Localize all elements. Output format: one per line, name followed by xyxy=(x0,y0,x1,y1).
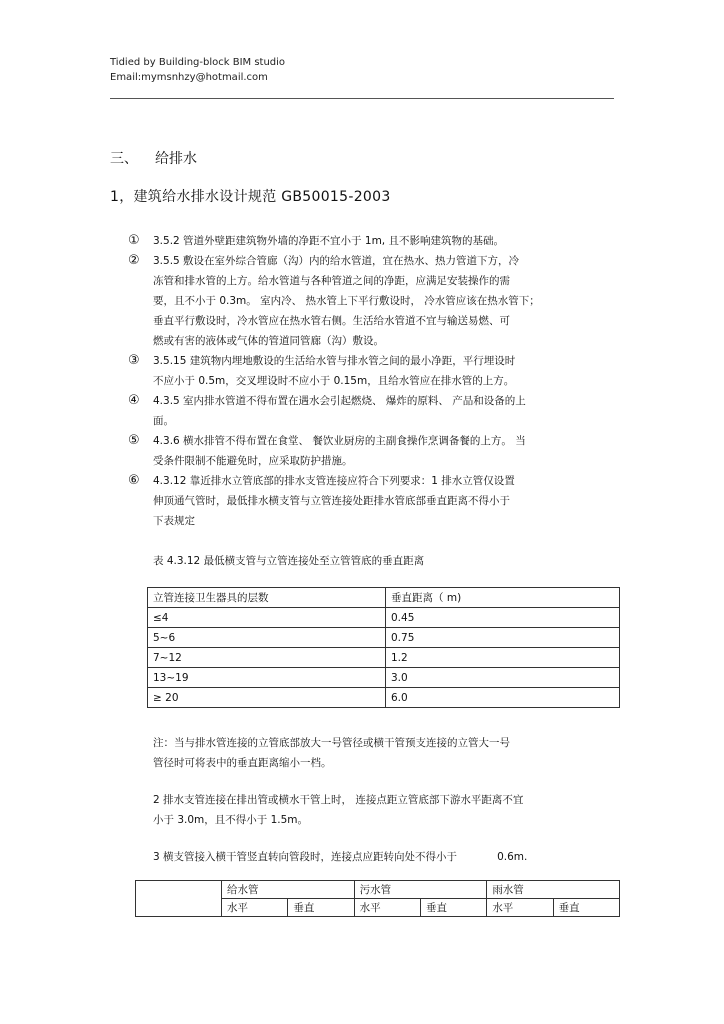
clause-text: 4.3.12 靠近排水立管底部的排水支管连接应符合下列要求：1 排水立管仅设置 伸顶通气管时，最低排水横支管与立管连接处距排水管底部垂直距离不得小于 下表规定 xyxy=(153,475,515,527)
table-caption: 表 4.3.12 最低横支管与立管连接处至立管管底的垂直距离 xyxy=(153,555,425,567)
header-line-1: Tidied by Building-block BIM studio xyxy=(110,57,286,68)
table-cell: 1.2 xyxy=(386,648,620,668)
section-number: 三、 xyxy=(110,151,138,167)
clause-item xyxy=(128,231,628,251)
table-subheader-cell: 垂直 xyxy=(553,899,619,917)
table-row xyxy=(148,628,620,648)
circled-number: ③ xyxy=(128,353,140,368)
table-subheader-cell: 水平 xyxy=(222,899,288,917)
section-heading xyxy=(110,148,197,168)
table-cell: 5~6 xyxy=(148,628,386,648)
table-cell: 13~19 xyxy=(148,668,386,688)
clause-text: 3.5.2 管道外壁距建筑物外墙的净距不宜小于 1m, 且不影响建筑物的基础。 xyxy=(153,235,504,247)
circled-number: ① xyxy=(128,233,140,248)
clause-item xyxy=(128,251,628,351)
table-subheader-cell: 水平 xyxy=(354,899,420,917)
clause-text: 4.3.5 室内排水管道不得布置在遇水会引起燃烧、 爆炸的原料、 产品和设备的上 面。 xyxy=(153,395,526,427)
table-cell: 0.45 xyxy=(386,608,620,628)
circled-number: ④ xyxy=(128,393,140,408)
clause-item xyxy=(128,431,628,471)
pipe-distance-table xyxy=(135,880,620,917)
clause-text: 3.5.5 敷设在室外综合管廊（沟）内的给水管道，宜在热水、热力管道下方，冷 冻管和排水管的上方。给水管道与各种管道之间的净距，应满足安装操作的需 要，且不小于 0.3m。 室内冷、 热水管上下平行敷设时， 冷水管应该在热水管下； 垂直平行敷设时，冷水管应在热水管右侧。生活给水管道不宜与输送易燃、可 燃或有害的液体或气体的管道同管廊（沟）敷设。 xyxy=(153,255,540,347)
table-subheader-cell: 水平 xyxy=(487,899,553,917)
circled-number: ② xyxy=(128,253,140,268)
clause-item xyxy=(128,471,628,531)
circled-number: ⑥ xyxy=(128,473,140,488)
table-row xyxy=(148,668,620,688)
table-note: 注：当与排水管连接的立管底部放大一号管径或横干管预支连接的立管大一号 管径时可将表中的垂直距离缩小一档。 xyxy=(153,737,510,769)
table-cell: ≤4 xyxy=(148,608,386,628)
paragraph-3: 3 横支管接入横干管竖直转向管段时，连接点应距转向处不得小于 0.6m. xyxy=(153,851,528,863)
table-group-header: 给水管 xyxy=(222,881,355,899)
table-cell: 3.0 xyxy=(386,668,620,688)
table-cell: 7~12 xyxy=(148,648,386,668)
clause-item xyxy=(128,351,628,391)
clause-text: 3.5.15 建筑物内埋地敷设的生活给水管与排水管之间的最小净距，平行埋设时 不应小于 0.5m，交叉埋设时不应小于 0.15m，且给水管应在排水管的上方。 xyxy=(153,355,516,387)
table-row xyxy=(148,648,620,668)
table-subheader-cell: 垂直 xyxy=(420,899,486,917)
table-corner-cell xyxy=(136,881,222,917)
table-group-header: 雨水管 xyxy=(487,881,620,899)
paragraph-2: 2 排水支管连接在排出管或横水干管上时， 连接点距立管底部下游水平距离不宜 小于 3.0m，且不得小于 1.5m。 xyxy=(153,794,524,826)
table-header-cell: 垂直距离（ m) xyxy=(386,588,620,608)
vertical-distance-table xyxy=(147,587,620,708)
circled-number: ⑤ xyxy=(128,433,140,448)
table-cell: 0.75 xyxy=(386,628,620,648)
table-cell: 6.0 xyxy=(386,688,620,708)
header-line-2: Email:mymsnhzy@hotmail.com xyxy=(110,72,268,83)
table-header-row xyxy=(136,881,620,899)
table-header-row xyxy=(148,588,620,608)
table-header-cell: 立管连接卫生器具的层数 xyxy=(148,588,386,608)
table-subheader-cell: 垂直 xyxy=(288,899,354,917)
clause-text: 4.3.6 横水排管不得布置在食堂、 餐饮业厨房的主副食操作烹调备餐的上方。 当 受条件限制不能避免时，应采取防护措施。 xyxy=(153,435,526,467)
table-row xyxy=(148,688,620,708)
table-cell: ≥ 20 xyxy=(148,688,386,708)
clause-list xyxy=(128,231,628,531)
table-row xyxy=(148,608,620,628)
table-group-header: 污水管 xyxy=(354,881,487,899)
subsection-heading: 1，建筑给水排水设计规范 GB50015-2003 xyxy=(110,189,391,205)
header-divider xyxy=(110,98,614,99)
section-title: 给排水 xyxy=(155,151,197,167)
clause-item xyxy=(128,391,628,431)
